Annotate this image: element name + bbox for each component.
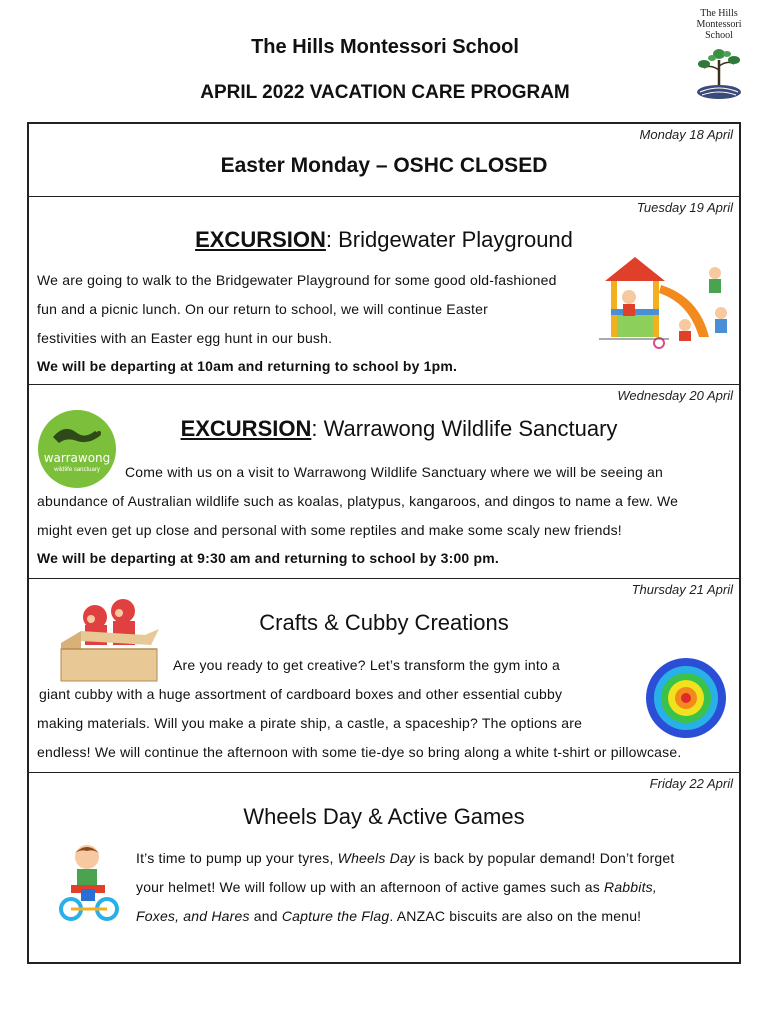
warrawong-logo: warrawong wildlife sanctuary [37, 409, 117, 489]
description-line: giant cubby with a huge assortment of cardboard boxes and other essential cubby [39, 686, 563, 702]
day-row-thursday [29, 579, 739, 773]
description-line: festivities with an Easter egg hunt in our bush. [37, 330, 333, 346]
day-heading: EXCURSION: Bridgewater Playground [195, 227, 573, 252]
description-line: endless! We will continue the afternoon with some tie-dye so bring along a white t-shirt or pillowcase. [37, 744, 682, 760]
description-line: It’s time to pump up your tyres, Wheels Day is back by popular demand! Don’t forget [136, 850, 675, 866]
description-line: might even get up close and personal with some reptiles and make some scaly new friends! [37, 522, 622, 538]
day-row-wednesday [29, 385, 739, 579]
day-heading: Easter Monday – OSHC CLOSED [220, 154, 548, 177]
description-line: Foxes, and Hares and Capture the Flag. ANZAC biscuits are also on the menu! [136, 908, 642, 924]
school-logo-text: The Hills Montessori School [696, 8, 742, 41]
program-title: APRIL 2022 VACATION CARE PROGRAM [200, 82, 570, 103]
day-row-monday [29, 124, 739, 197]
description-line: Are you ready to get creative? Let’s transform the gym into a [173, 657, 561, 673]
kid-on-tricycle-illustration [57, 841, 123, 925]
description-line: We are going to walk to the Bridgewater Playground for some good old-fashioned [37, 272, 557, 288]
date-label: Monday 18 April [639, 127, 733, 142]
day-row-friday [29, 773, 739, 962]
date-label: Wednesday 20 April [617, 388, 733, 403]
tie-dye-illustration [643, 655, 729, 741]
day-heading: Crafts & Cubby Creations [259, 610, 509, 635]
description-line: fun and a picnic lunch. On our return to school, we will continue Easter [37, 301, 488, 317]
date-label: Friday 22 April [649, 776, 733, 791]
playground-illustration [599, 253, 739, 349]
date-label: Thursday 21 April [631, 582, 733, 597]
school-logo [690, 8, 748, 102]
departure-line: We will be departing at 9:30 am and returning to school by 3:00 pm. [37, 550, 500, 566]
school-name: The Hills Montessori School [251, 36, 519, 58]
program-table [27, 122, 741, 964]
day-heading: Wheels Day & Active Games [243, 804, 525, 829]
day-heading: EXCURSION: Warrawong Wildlife Sanctuary [180, 416, 618, 441]
departure-line: We will be departing at 10am and returning to school by 1pm. [37, 358, 458, 374]
date-label: Tuesday 19 April [636, 200, 733, 215]
description-line: Come with us on a visit to Warrawong Wildlife Sanctuary where we will be seeing an [125, 464, 663, 480]
description-line: your helmet! We will follow up with an afternoon of active games such as Rabbits, [136, 879, 657, 895]
description-line: making materials. Will you make a pirate ship, a castle, a spaceship? The options are [37, 715, 583, 731]
cardboard-box-kids-illustration [55, 595, 165, 685]
description-line: abundance of Australian wildlife such as koalas, platypus, kangaroos, and dingos to name a few. We [37, 493, 679, 509]
day-row-tuesday [29, 197, 739, 385]
tree-icon [692, 42, 746, 102]
